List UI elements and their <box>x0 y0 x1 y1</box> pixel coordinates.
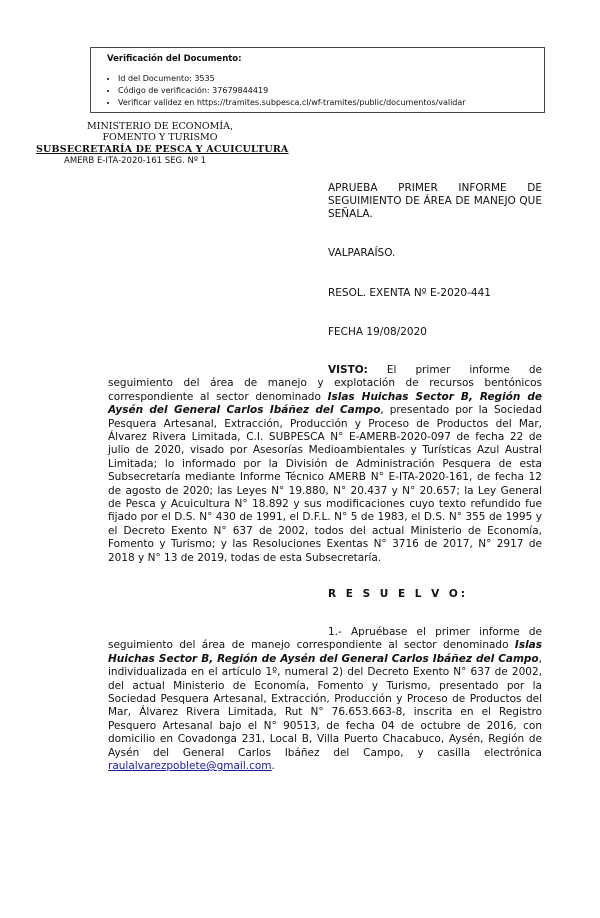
email-link[interactable]: raulalvarezpoblete@gmail.com <box>108 760 272 773</box>
document-reference: AMERB E-ITA-2020-161 SEG. Nº 1 <box>64 156 206 166</box>
verification-title: Verificación del Documento: <box>107 54 242 64</box>
resolution-title: APRUEBA PRIMER INFORME DE SEGUIMIENTO DE ÁREA DE MANEJO QUE SEÑALA. <box>328 182 542 220</box>
visto-area-name: Islas Huichas Sector B, Región de Aysén del General Carlos Ibáñez del Campo <box>108 390 543 417</box>
article-1-text-1: 1.- Apruébase el primer informe de seguimiento del área de manejo correspondiente al sector denominado <box>108 626 542 652</box>
verification-url[interactable]: • Verificar validez en https://tramites.subpesca.cl/wf-tramites/public/documentos/validar <box>118 97 544 109</box>
article-1-end: . <box>271 760 275 773</box>
visto-label: VISTO: <box>328 364 368 376</box>
ministry-line-1: MINISTERIO DE ECONOMÍA, <box>86 121 234 132</box>
ministry-line-2: FOMENTO Y TURISMO <box>102 132 218 143</box>
verification-list <box>107 73 544 109</box>
verification-box <box>90 47 545 113</box>
visto-text-1: El primer informe de seguimiento del área de manejo y explotación de recursos bentónicos correspondiente al sector denominado <box>108 364 542 403</box>
verification-code: • Código de verificación: 37679844419 <box>118 85 544 97</box>
verification-id: • Id del Documento: 3535 <box>118 73 544 85</box>
visto-paragraph <box>108 364 542 565</box>
resolution-date: FECHA 19/08/2020 <box>328 326 427 338</box>
resuelvo-heading: R E S U E L V O: <box>328 588 469 600</box>
article-1-paragraph <box>108 626 542 773</box>
article-1-text-2: , individualizada en el artículo 1º, numeral 2) del Decreto Exento N° 637 de 2002, del actual Ministerio de Economía, Fomento y Turismo, presentado por la Sociedad Pesquera Artesanal, Extracción, Producción y Proceso de Productos del Mar, Álvarez Rivera Limitada, Rut N° 76.653.663-8, inscrita en el Registro Pesquero Artesanal bajo el N° 90513, de fecha 04 de octubre de 2016, con domicilio en Covadonga 231, Local B, Villa Puerto Chacabuco, Aysén, Región de Aysén del General Carlos Ibáñez del Campo, y casilla electrónica <box>108 652 542 759</box>
resolution-number: RESOL. EXENTA Nº E-2020-441 <box>328 287 491 299</box>
ministry-header <box>60 121 260 143</box>
article-1-area-name: Islas Huichas Sector B, Región de Aysén del General Carlos Ibáñez del Campo <box>108 639 542 665</box>
subsecretaria-title: SUBSECRETARÍA DE PESCA Y ACUICULTURA <box>36 144 289 155</box>
visto-text-2: , presentado por la Sociedad Pesquera Artesanal, Extracción, Producción y Proceso de Productos del Mar, Álvarez Rivera Limitada, C.I. SUBPESCA N° E-AMERB-2020-097 de fecha 22 de julio de 2020, visado por Asesorías Medioambientales y Turísticas Azul Austral Limitada; lo informado por la División de Administración Pesquera de esta Subsecretaría mediante Informe Técnico AMERB N° E-ITA-2020-161, de fecha 12 de agosto de 2020; las Leyes N° 19.880, N° 20.437 y N° 20.657; la Ley General de Pesca y Acuicultura N° 18.892 y sus modificaciones cuyo texto refundido fue fijado por el D.S. N° 430 de 1991, el D.F.L. N° 5 de 1983, el D.S. N° 355 de 1995 y el Decreto Exento N° 637 de 2002, todos del actual Ministerio de Economía, Fomento y Turismo; y las Resoluciones Exentas N° 3716 de 2017, N° 2917 de 2018 y N° 13 de 2019, todas de esta Subsecretaría. <box>108 404 543 564</box>
resolution-place: VALPARAÍSO. <box>328 247 396 259</box>
